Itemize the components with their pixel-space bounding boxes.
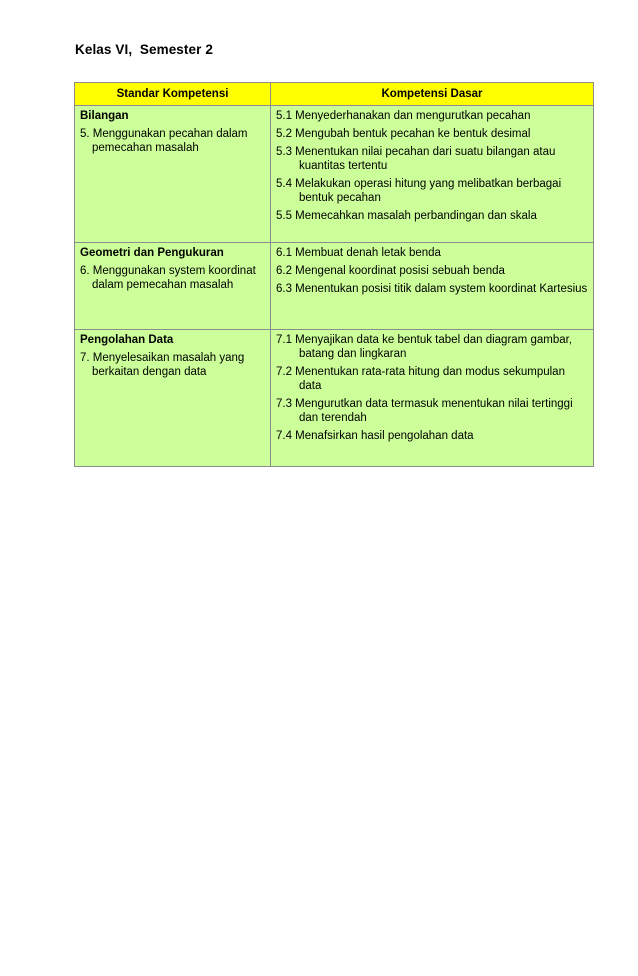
standar-cell (75, 330, 271, 467)
topic-heading: Geometri dan Pengukuran (80, 247, 224, 259)
table-row (75, 243, 594, 330)
kompetensi-cell (271, 330, 594, 467)
standar-text: 7. Menyelesaikan masalah yang berkaitan dengan data (80, 352, 245, 378)
header-standar-kompetensi: Standar Kompetensi (75, 83, 271, 106)
kompetensi-item: 6.1 Membuat denah letak benda (276, 247, 441, 259)
standar-text: 5. Menggunakan pecahan dalam pemecahan masalah (80, 128, 248, 154)
table-row (75, 106, 594, 243)
kompetensi-item: 7.2 Menentukan rata-rata hitung dan modus sekumpulan data (276, 366, 565, 392)
kompetensi-cell (271, 243, 594, 330)
standar-cell (75, 106, 271, 243)
topic-heading: Pengolahan Data (80, 334, 174, 346)
kompetensi-item: 5.2 Mengubah bentuk pecahan ke bentuk desimal (276, 128, 531, 140)
kompetensi-item: 5.4 Melakukan operasi hitung yang melibatkan berbagai bentuk pecahan (276, 178, 562, 204)
page-title: Kelas VI, Semester 2 (75, 42, 213, 57)
standar-cell (75, 243, 271, 330)
topic-heading: Bilangan (80, 110, 129, 122)
table-row (75, 330, 594, 467)
table-header-row (75, 83, 594, 106)
kompetensi-item: 6.2 Mengenal koordinat posisi sebuah benda (276, 265, 505, 277)
header-kompetensi-dasar: Kompetensi Dasar (271, 83, 594, 106)
kompetensi-item: 5.5 Memecahkan masalah perbandingan dan skala (276, 210, 537, 222)
kompetensi-item: 5.3 Menentukan nilai pecahan dari suatu bilangan atau kuantitas tertentu (276, 146, 556, 172)
kompetensi-item: 6.3 Menentukan posisi titik dalam system koordinat Kartesius (276, 283, 588, 295)
kompetensi-cell (271, 106, 594, 243)
kompetensi-item: 7.3 Mengurutkan data termasuk menentukan nilai tertinggi dan terendah (276, 398, 573, 424)
kompetensi-item: 7.1 Menyajikan data ke bentuk tabel dan diagram gambar, batang dan lingkaran (276, 334, 572, 360)
competency-table (74, 82, 594, 467)
kompetensi-item: 7.4 Menafsirkan hasil pengolahan data (276, 430, 474, 442)
standar-text: 6. Menggunakan system koordinat dalam pemecahan masalah (80, 265, 256, 291)
kompetensi-item: 5.1 Menyederhanakan dan mengurutkan pecahan (276, 110, 531, 122)
